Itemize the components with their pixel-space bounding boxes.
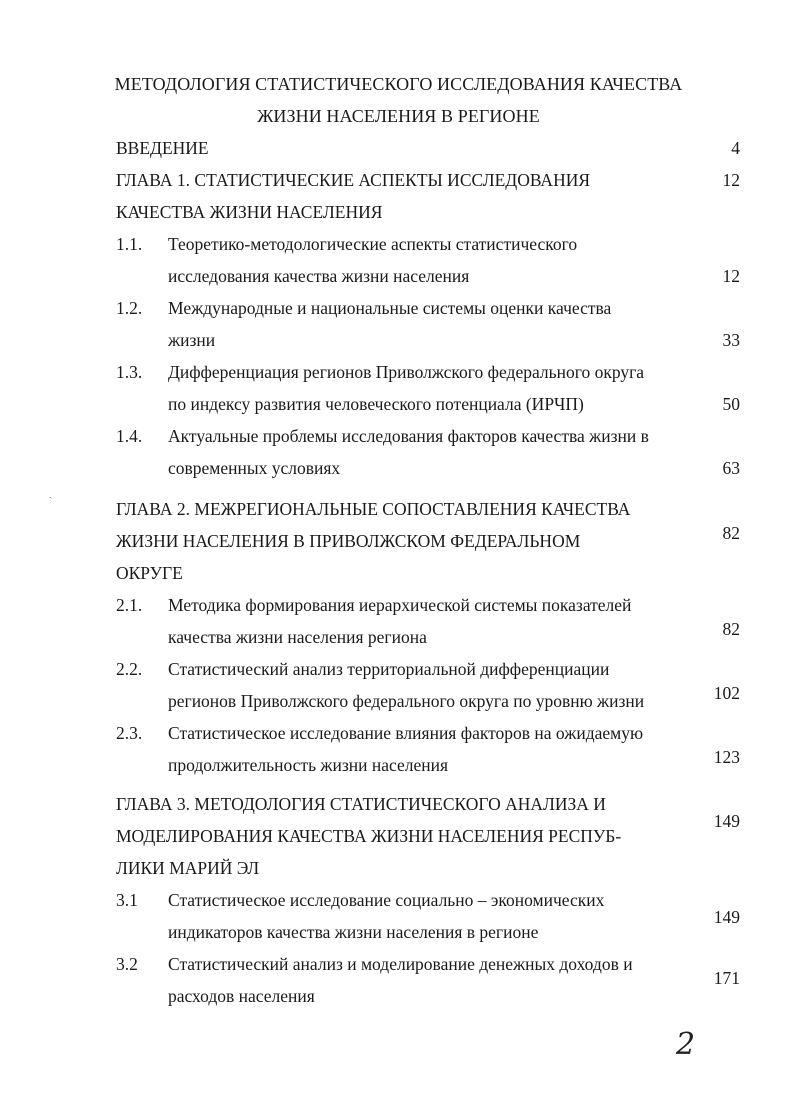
document-title-line-2: ЖИЗНИ НАСЕЛЕНИЯ В РЕГИОНЕ [257,106,540,126]
toc-section-title-line-1: Статистическое исследование социально – экономических [168,890,605,910]
toc-section-title-line-1: Статистическое исследование влияния факторов на ожидаемую [168,723,644,743]
toc-section-number: 3.2 [116,954,138,974]
toc-section-title-line-1: Дифференциация регионов Приволжского федерального округа [168,362,645,382]
toc-intro-page: 4 [731,138,740,158]
toc-chapter-1-line-2: КАЧЕСТВА ЖИЗНИ НАСЕЛЕНИЯ [116,202,383,222]
toc-section-title-line-2: качества жизни населения региона [168,627,427,647]
toc-section-title-line-2: регионов Приволжского федерального округа по уровню жизни [168,691,645,711]
toc-section-number: 1.3. [116,362,143,382]
handwritten-page-number: 2 [676,1027,696,1062]
toc-chapter-1-line-1: ГЛАВА 1. СТАТИСТИЧЕСКИЕ АСПЕКТЫ ИССЛЕДОВАНИЯ [116,170,591,190]
toc-section-number: 2.3. [116,723,143,743]
toc-chapter-3-line-2: МОДЕЛИРОВАНИЯ КАЧЕСТВА ЖИЗНИ НАСЕЛЕНИЯ РЕСПУБ- [116,826,622,846]
toc-intro-label: ВВЕДЕНИЕ [116,138,209,158]
toc-section-title-line-1: Теоретико-методологические аспекты статистического [168,234,578,254]
toc-section-title-line-2: продолжительность жизни населения [168,755,449,775]
toc-chapter-3-page: 149 [713,811,740,831]
toc-section-title-line-1: Актуальные проблемы исследования факторов качества жизни в [168,426,649,446]
toc-section-title-line-1: Международные и национальные системы оценки качества [168,298,612,318]
toc-section-page: 12 [722,266,740,286]
toc-section-number: 1.1. [116,234,143,254]
toc-section-number: 3.1 [116,890,138,910]
toc-section-page: 63 [722,458,740,478]
toc-section-page: 33 [722,330,740,350]
toc-section-title-line-2: современных условиях [168,458,341,478]
toc-section-page: 50 [722,394,740,414]
toc-section-title-line-1: Методика формирования иерархической системы показателей [168,595,632,615]
toc-section-number: 1.4. [116,426,143,446]
toc-section-page: 123 [713,747,740,767]
toc-chapter-3-line-1: ГЛАВА 3. МЕТОДОЛОГИЯ СТАТИСТИЧЕСКОГО АНАЛИЗА И [116,794,606,814]
toc-section-page: 171 [713,968,740,988]
toc-section-title-line-2: жизни [168,330,216,350]
toc-chapter-2-page: 82 [722,523,740,543]
toc-chapter-2-line-2: ЖИЗНИ НАСЕЛЕНИЯ В ПРИВОЛЖСКОМ ФЕДЕРАЛЬНОМ [116,531,581,551]
toc-section-title-line-1: Статистический анализ и моделирование денежных доходов и [168,954,633,974]
toc-section-number: 2.2. [116,659,143,679]
toc-section-number: 1.2. [116,298,143,318]
toc-section-title-line-2: расходов населения [168,986,315,1006]
stray-mark: ˏ [49,488,53,499]
toc-section-page: 102 [713,683,740,703]
toc-chapter-1-page: 12 [722,170,740,190]
toc-section-title-line-2: исследования качества жизни населения [168,266,470,286]
document-title-line-1: МЕТОДОЛОГИЯ СТАТИСТИЧЕСКОГО ИССЛЕДОВАНИЯ КАЧЕСТВА [114,74,683,94]
toc-section-page: 149 [713,907,740,927]
toc-chapter-2-line-1: ГЛАВА 2. МЕЖРЕГИОНАЛЬНЫЕ СОПОСТАВЛЕНИЯ КАЧЕСТВА [116,499,631,519]
toc-chapter-2-line-3: ОКРУГЕ [116,563,183,583]
toc-chapter-3-line-3: ЛИКИ МАРИЙ ЭЛ [116,858,260,878]
toc-section-title-line-2: индикаторов качества жизни населения в регионе [168,922,539,942]
toc-section-page: 82 [722,619,740,639]
toc-section-title-line-2: по индексу развития человеческого потенциала (ИРЧП) [168,394,584,414]
toc-section-number: 2.1. [116,595,143,615]
toc-section-title-line-1: Статистический анализ территориальной дифференциации [168,659,610,679]
